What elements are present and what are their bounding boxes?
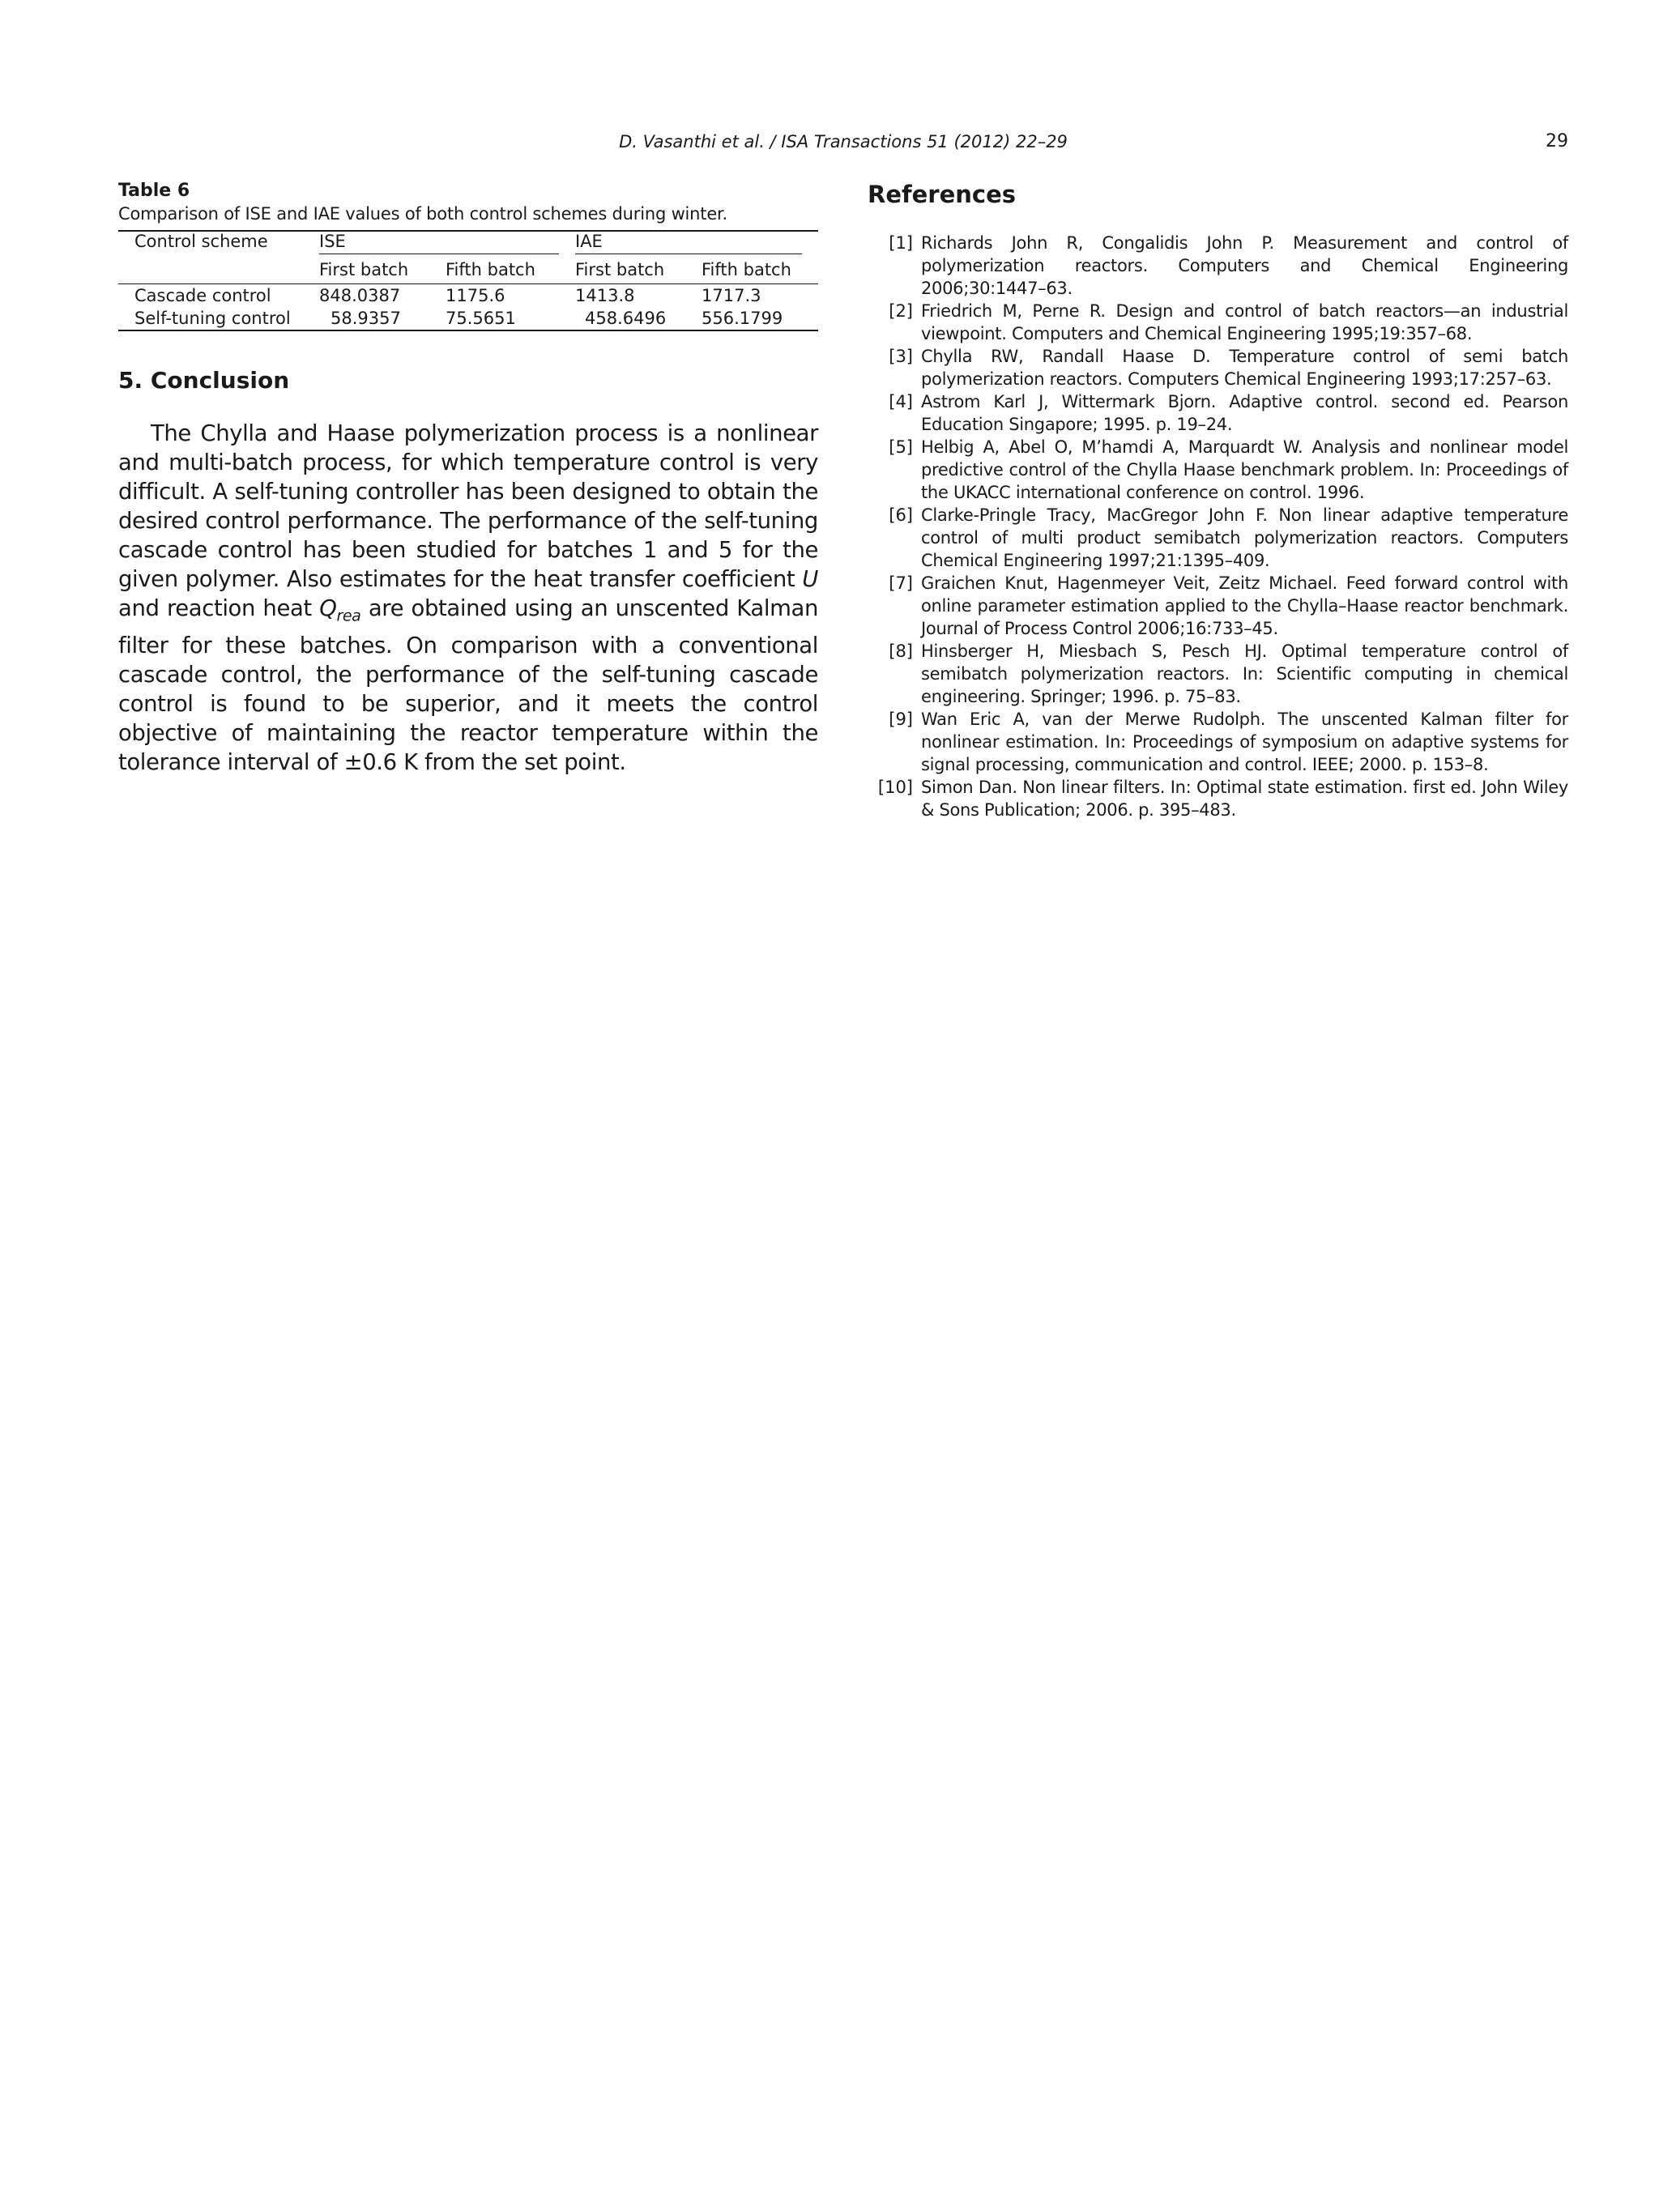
conclusion-text-part: The Chylla and Haase polymerization process is a nonlinear and multi-batch process, for which temperature control is very difficult. A self-tuning controller has been designed to obtain the desired control performance. The performance of the self-tuning cascade control has been studied for batches 1 and 5 for the given polymer. Also estimates for the heat transfer coefficient — [118, 420, 818, 592]
reference-text: Chylla RW, Randall Haase D. Temperature control of semi batch polymerization reactors. Computers Chemical Engineering 1993;17:257–63. — [921, 347, 1568, 389]
subheader-iae-first: First batch — [575, 256, 702, 284]
reference-number: [9] — [889, 710, 913, 729]
reference-text: Graichen Knut, Hagenmeyer Veit, Zeitz Michael. Feed forward control with online parameter estimation applied to the Chylla–Haase reactor benchmark. Journal of Process Control 2006;16:733–45. — [921, 573, 1568, 638]
subheader-ise-fifth: Fifth batch — [446, 256, 575, 284]
reference-item — [868, 572, 1568, 640]
cell-iae-first: 458.6496 — [585, 309, 667, 328]
conclusion-paragraph — [118, 419, 818, 777]
row-scheme: Self-tuning control — [134, 309, 291, 328]
reference-number: [6] — [889, 505, 913, 525]
reference-text: Wan Eric A, van der Merwe Rudolph. The unscented Kalman filter for nonlinear estimation. In: Proceedings of symposium on adaptive systems for signal processing, communication and control. IEEE; 2000. p. 153–8. — [921, 710, 1568, 774]
group-ise-label: ISE — [319, 232, 559, 254]
comparison-table — [118, 230, 818, 331]
conclusion-text-part: are obtained using an unscented Kalman filter for these batches. On comparison with a conventional cascade control, the performance of the self-tuning cascade control is found to be superior, and it meets the control objective of maintaining the reactor temperature within the tolerance interval of ±0.6 K from the set point. — [118, 595, 818, 775]
cell-iae-fifth: 1717.3 — [702, 286, 761, 305]
table-header-row — [118, 231, 818, 256]
subheader-iae-fifth: Fifth batch — [702, 256, 818, 284]
reference-text: Simon Dan. Non linear filters. In: Optimal state estimation. first ed. John Wiley & Sons Publication; 2006. p. 395–483. — [921, 778, 1568, 820]
symbol-q-subscript: rea — [336, 607, 361, 625]
section-heading-conclusion: 5. Conclusion — [118, 367, 290, 394]
reference-number: [3] — [889, 347, 913, 366]
cell-ise-fifth: 75.5651 — [446, 309, 516, 328]
cell-iae-first: 1413.8 — [575, 286, 635, 305]
group-header-ise — [319, 231, 575, 256]
group-iae-label: IAE — [575, 232, 802, 254]
reference-item — [868, 436, 1568, 504]
right-column — [868, 180, 1568, 821]
table-row — [118, 284, 818, 308]
reference-item — [868, 708, 1568, 776]
reference-item — [868, 232, 1568, 300]
reference-number: [2] — [889, 301, 913, 321]
table-label: Table 6 — [118, 181, 190, 201]
reference-number: [10] — [877, 778, 913, 797]
reference-item — [868, 390, 1568, 436]
reference-text: Astrom Karl J, Wittermark Bjorn. Adaptive control. second ed. Pearson Education Singapore; 1995. p. 19–24. — [921, 392, 1568, 434]
references-heading: References — [868, 181, 1017, 208]
reference-item — [868, 504, 1568, 572]
reference-item — [868, 345, 1568, 390]
cell-ise-first: 58.9357 — [331, 309, 401, 328]
reference-number: [7] — [889, 573, 913, 593]
left-column — [118, 180, 818, 777]
conclusion-text-part: and reaction heat — [118, 595, 320, 621]
reference-text: Clarke-Pringle Tracy, MacGregor John F. Non linear adaptive temperature control of multi product semibatch polymerization reactors. Computers Chemical Engineering 1997;21:1395–409. — [921, 505, 1568, 570]
reference-number: [5] — [889, 437, 913, 457]
reference-item — [868, 640, 1568, 708]
reference-text: Richards John R, Congalidis John P. Measurement and control of polymerization reactors. Computers and Chemical Engineering 2006;30:1447–63. — [921, 233, 1568, 298]
reference-number: [4] — [889, 392, 913, 411]
reference-text: Friedrich M, Perne R. Design and control of batch reactors—an industrial viewpoint. Computers and Chemical Engineering 1995;19:357–68. — [921, 301, 1568, 343]
page-header — [118, 130, 1568, 157]
subheader-ise-first: First batch — [319, 256, 446, 284]
table-row — [118, 307, 818, 330]
cell-iae-fifth: 556.1799 — [702, 309, 783, 328]
reference-number: [1] — [889, 233, 913, 253]
symbol-u: U — [802, 566, 818, 592]
symbol-q: Q — [319, 595, 337, 621]
running-head: D. Vasanthi et al. / ISA Transactions 51 (2012) 22–29 — [619, 132, 1068, 151]
table-subheader-row — [118, 256, 818, 284]
col-header-scheme: Control scheme — [134, 232, 268, 251]
reference-item — [868, 776, 1568, 821]
page-number: 29 — [1546, 131, 1568, 151]
reference-list — [868, 232, 1568, 821]
row-scheme: Cascade control — [134, 286, 271, 305]
reference-item — [868, 300, 1568, 345]
reference-text: Helbig A, Abel O, M’hamdi A, Marquardt W. Analysis and nonlinear model predictive control of the Chylla Haase benchmark problem. In: Proceedings of the UKACC international conference on control. 1996. — [921, 437, 1568, 502]
reference-text: Hinsberger H, Miesbach S, Pesch HJ. Optimal temperature control of semibatch polymerization reactors. In: Scientific computing in chemical engineering. Springer; 1996. p. 75–83. — [921, 641, 1568, 706]
cell-ise-first: 848.0387 — [319, 286, 401, 305]
cell-ise-fifth: 1175.6 — [446, 286, 505, 305]
group-header-iae — [575, 231, 818, 256]
table-caption: Comparison of ISE and IAE values of both control schemes during winter. — [118, 204, 728, 224]
reference-number: [8] — [889, 641, 913, 661]
